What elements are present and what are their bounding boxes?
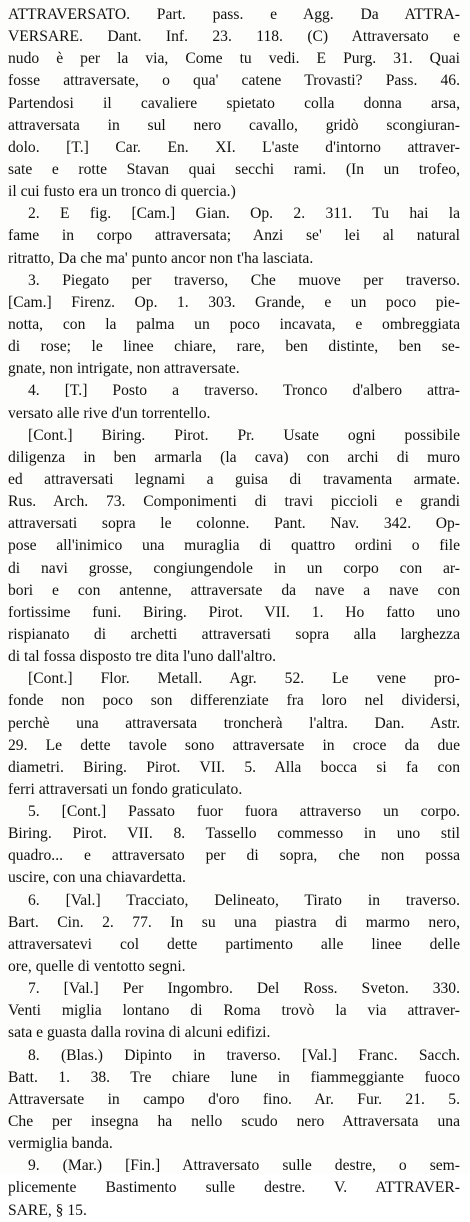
text-line: notta, con la palma un poco incavata, e ombreggiata: [8, 315, 460, 333]
text-line: vermiglia banda.: [8, 1135, 113, 1153]
text-line: di navi grosse, congiungendole in un corpo con ar-: [8, 559, 460, 577]
text-line: [Cam.] Firenz. Op. 1. 303. Grande, e un poco pie-: [8, 293, 460, 311]
text-line: fosse attraversate, o qua' catene Trovasti? Pass. 46.: [8, 72, 460, 90]
entry-paragraph-p4b: [8, 425, 460, 669]
text-line: 4. [T.] Posto a traverso. Tronco d'albero attra-: [28, 382, 460, 400]
text-line: [Cont.] Flor. Metall. Agr. 52. Le vene pro-: [28, 670, 460, 688]
entry-paragraph-p2: [8, 203, 460, 269]
text-line: 9. (Mar.) [Fin.] Attraversato sulle destre, o sem-: [28, 1157, 460, 1175]
text-line: uscire, con una chiavardetta.: [8, 869, 186, 887]
text-line: Rus. Arch. 73. Componimenti di travi piccioli e grandi: [8, 493, 460, 511]
text-line: rispianato di archetti attraversati sopra alla larghezza: [8, 625, 460, 643]
text-line: Biring. Pirot. VII. 8. Tassello commesso in uno stil: [8, 825, 460, 843]
text-line: pose all'inimico una muraglia di quattro ordini o file: [8, 537, 460, 555]
text-line: perchè una attraversata troncherà l'altra. Dan. Astr.: [8, 714, 460, 732]
text-line: Venti miglia lontano di Roma trovò la via attraver-: [8, 1002, 460, 1020]
entry-paragraph-p3: [8, 270, 460, 381]
entry-paragraph-p6: [8, 890, 460, 979]
text-line: ed attraversati legnami a guisa di travamenta armate.: [8, 470, 460, 488]
text-line: plicemente Bastimento sulle destre. V. ATTRAVER-: [8, 1179, 460, 1197]
text-line: Batt. 1. 38. Tre chiare lune in fiammeggiante fuoco: [8, 1068, 460, 1086]
text-line: 7. [Val.] Per Ingombro. Del Ross. Sveton. 330.: [28, 980, 460, 998]
dictionary-entry: [8, 4, 460, 1222]
text-line: diametri. Biring. Pirot. VII. 5. Alla bocca si fa con: [8, 758, 460, 776]
entry-paragraph-p8: [8, 1045, 460, 1156]
text-line: ore, quelle di ventotto segni.: [8, 958, 186, 976]
text-line: attraversati sopra le colonne. Pant. Nav. 342. Op-: [8, 515, 460, 533]
text-line: ATTRAVERSATO. Part. pass. e Agg. Da ATTRA-: [8, 6, 460, 23]
text-line: Attraversate in campo d'oro fino. Ar. Fur. 21. 5.: [8, 1090, 460, 1108]
text-line: attraversata in sul nero cavallo, gridò scongiuran-: [8, 116, 460, 134]
text-line: fortissime funi. Biring. Pirot. VII. 1. Ho fatto uno: [8, 603, 460, 621]
text-line: VERSARE. Dant. Inf. 23. 118. (C) Attraversato e: [8, 28, 460, 46]
text-line: bori e con antenne, attraversate da nave a nave con: [8, 581, 460, 599]
text-line: versato alle rive d'un torrentello.: [8, 404, 211, 422]
entry-paragraph-p4c: [8, 668, 460, 801]
text-line: 3. Piegato per traverso, Che muove per traverso.: [28, 271, 460, 289]
text-line: Che per insegna ha nello scudo nero Attraversata una: [8, 1113, 460, 1131]
text-line: diligenza in ben armarla (la cava) con archi di muro: [8, 448, 460, 466]
text-line: Bart. Cin. 2. 77. In su una piastra di marmo nero,: [8, 913, 460, 931]
text-line: fame in corpo attraversata; Anzi se' lei al natural: [8, 227, 460, 245]
text-line: 6. [Val.] Tracciato, Delineato, Tirato in traverso.: [28, 891, 460, 909]
text-line: ferri attraversati un fondo graticulato.: [8, 780, 243, 798]
text-line: gnate, non intrigate, non attraversate.: [8, 360, 240, 378]
entry-paragraph-p4: [8, 380, 460, 424]
entry-paragraph-p5: [8, 801, 460, 890]
text-line: 2. E fig. [Cam.] Gian. Op. 2. 311. Tu hai la: [28, 205, 460, 223]
text-line: attraversatevi col dette partimento alle linee delle: [8, 935, 460, 953]
text-line: sate e rotte Stavan quai secchi rami. (In un trofeo,: [8, 160, 460, 178]
text-line: il cui fusto era un tronco di quercia.): [8, 183, 236, 201]
text-line: ritratto, Da che ma' punto ancor non t'ha lasciata.: [8, 249, 314, 267]
entry-paragraph-p0: [8, 4, 460, 203]
entry-paragraph-p7: [8, 978, 460, 1044]
text-line: 5. [Cont.] Passato fuor fuora attraverso un corpo.: [28, 803, 460, 821]
text-line: [Cont.] Biring. Pirot. Pr. Usate ogni possibile: [28, 426, 460, 444]
text-line: Partendosi il cavaliere spietato colla donna arsa,: [8, 94, 460, 112]
text-line: 8. (Blas.) Dipinto in traverso. [Val.] Franc. Sacch.: [28, 1046, 460, 1064]
text-line: di rose; le linee chiare, rare, ben distinte, ben se-: [8, 338, 460, 356]
entry-paragraph-p9: [8, 1155, 460, 1221]
text-line: 29. Le dette tavole sono attraversate in croce da due: [8, 736, 460, 754]
text-line: dolo. [T.] Car. En. XI. L'aste d'intorno attraver-: [8, 138, 460, 156]
text-line: di tal fossa disposto tre dita l'uno dall'altro.: [8, 648, 277, 666]
text-line: fonde non poco son differenziate fra loro nel dividersi,: [8, 692, 460, 710]
text-line: SARE, § 15.: [8, 1201, 87, 1219]
text-line: nudo è per la via, Come tu vedi. E Purg. 31. Quai: [8, 50, 460, 68]
text-line: sata e guasta dalla rovina di alcuni edifizi.: [8, 1024, 271, 1042]
text-line: quadro... e attraversato per di sopra, che non possa: [8, 847, 460, 865]
